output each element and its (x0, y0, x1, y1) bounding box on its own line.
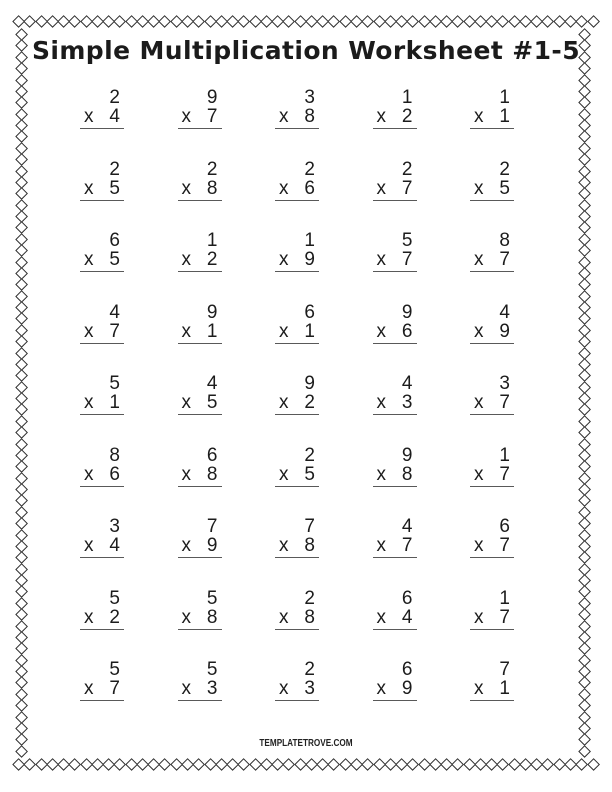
multiplier-row (80, 536, 124, 558)
multiply-operator: x (279, 606, 289, 628)
problem (178, 231, 222, 271)
multiplier-row (373, 608, 417, 630)
multiplicand: 6 (109, 230, 120, 251)
multiplier-row (470, 179, 514, 201)
multiplier: 7 (206, 106, 218, 127)
multiplier: 4 (109, 106, 120, 127)
multiplicand: 9 (401, 301, 413, 323)
multiplier-row (80, 393, 124, 415)
multiplicand: 1 (499, 587, 510, 609)
multiplier: 7 (401, 177, 413, 199)
multiplier-row (178, 107, 222, 129)
multiply-operator: x (474, 320, 484, 342)
multiplicand: 5 (109, 659, 120, 680)
multiply-operator: x (376, 320, 386, 342)
multiplier-row (178, 679, 222, 701)
multiply-operator: x (376, 606, 386, 628)
multiplicand: 2 (109, 87, 120, 108)
problem (275, 88, 319, 128)
multiplier: 1 (499, 678, 510, 699)
problem (178, 374, 222, 414)
multiplier: 1 (499, 106, 510, 127)
multiplier: 9 (499, 320, 510, 342)
multiply-operator: x (376, 535, 386, 556)
multiplicand: 9 (304, 373, 315, 394)
diamond-icon (578, 745, 591, 758)
problem (178, 446, 222, 486)
multiplier: 6 (304, 177, 315, 199)
multiplier: 1 (304, 320, 315, 342)
multiplicand: 3 (109, 516, 120, 537)
problem (80, 88, 124, 128)
multiply-operator: x (376, 177, 386, 199)
multiplier-row (178, 465, 222, 487)
multiply-operator: x (181, 606, 191, 628)
multiply-operator: x (84, 249, 94, 270)
multiplier: 7 (499, 535, 510, 556)
multiplicand: 7 (499, 659, 510, 680)
problem (275, 589, 319, 629)
multiplier-row (275, 679, 319, 701)
multiplier: 1 (206, 320, 218, 342)
multiplier: 4 (109, 535, 120, 556)
multiply-operator: x (474, 463, 484, 485)
multiplicand: 3 (304, 87, 315, 108)
multiplier-row (470, 679, 514, 701)
multiplier: 7 (401, 535, 413, 556)
multiplier: 4 (401, 606, 413, 628)
multiplier-row (470, 465, 514, 487)
problem (80, 160, 124, 200)
multiply-operator: x (474, 392, 484, 413)
multiplier: 8 (304, 606, 315, 628)
multiplier: 7 (499, 606, 510, 628)
problem (80, 517, 124, 557)
problem (373, 660, 417, 700)
problem (373, 303, 417, 343)
multiplier: 5 (499, 177, 510, 199)
multiplicand: 2 (401, 158, 413, 180)
multiplier-row (178, 250, 222, 272)
multiplicand: 6 (304, 301, 315, 323)
multiplier-row (373, 179, 417, 201)
multiplicand: 6 (401, 587, 413, 609)
multiplier-row (275, 465, 319, 487)
problem (470, 303, 514, 343)
multiplicand: 4 (206, 373, 218, 394)
multiplicand: 2 (109, 158, 120, 180)
multiplicand: 7 (304, 516, 315, 537)
problem (470, 374, 514, 414)
multiplier: 8 (401, 463, 413, 485)
problem (470, 231, 514, 271)
multiply-operator: x (84, 392, 94, 413)
multiplier-row (470, 536, 514, 558)
multiply-operator: x (279, 177, 289, 199)
multiplier-row (275, 322, 319, 344)
problem (373, 88, 417, 128)
diamond-icon (15, 745, 28, 758)
multiplier: 7 (499, 392, 510, 413)
diamond-icon (587, 15, 600, 28)
problems-grid (80, 88, 514, 700)
problem (275, 446, 319, 486)
multiplier: 6 (109, 463, 120, 485)
multiplier: 9 (206, 535, 218, 556)
multiply-operator: x (279, 463, 289, 485)
multiplier: 2 (401, 106, 413, 127)
multiply-operator: x (279, 678, 289, 699)
multiply-operator: x (474, 106, 484, 127)
multiply-operator: x (181, 463, 191, 485)
multiply-operator: x (84, 320, 94, 342)
multiply-operator: x (181, 177, 191, 199)
multiplicand: 3 (499, 373, 510, 394)
multiplicand: 2 (304, 659, 315, 680)
multiplier-row (470, 393, 514, 415)
multiplicand: 4 (499, 301, 510, 323)
multiplier-row (178, 608, 222, 630)
multiplier-row (470, 107, 514, 129)
multiply-operator: x (181, 320, 191, 342)
problem (80, 446, 124, 486)
problem (373, 374, 417, 414)
problem (178, 303, 222, 343)
multiplier: 7 (109, 320, 120, 342)
problem (373, 589, 417, 629)
multiplier-row (275, 536, 319, 558)
multiplicand: 2 (206, 158, 218, 180)
problem (80, 374, 124, 414)
multiplier-row (275, 107, 319, 129)
problem (275, 303, 319, 343)
multiplier-row (80, 465, 124, 487)
multiplicand: 6 (206, 444, 218, 466)
multiplier-row (470, 608, 514, 630)
multiplier-row (373, 250, 417, 272)
multiply-operator: x (181, 678, 191, 699)
multiplier-row (470, 322, 514, 344)
multiplier-row (470, 250, 514, 272)
multiplier-row (373, 107, 417, 129)
multiplicand: 6 (499, 516, 510, 537)
multiplier: 8 (304, 106, 315, 127)
multiply-operator: x (181, 106, 191, 127)
multiplier-row (80, 250, 124, 272)
multiply-operator: x (474, 606, 484, 628)
multiply-operator: x (84, 606, 94, 628)
multiply-operator: x (181, 535, 191, 556)
multiply-operator: x (474, 535, 484, 556)
multiply-operator: x (376, 106, 386, 127)
multiplier: 8 (206, 177, 218, 199)
multiplier: 8 (304, 535, 315, 556)
multiplier-row (373, 322, 417, 344)
multiplicand: 2 (304, 444, 315, 466)
multiplicand: 8 (499, 230, 510, 251)
problem (80, 303, 124, 343)
problem (470, 446, 514, 486)
multiplicand: 4 (109, 301, 120, 323)
problem (178, 160, 222, 200)
problem (373, 160, 417, 200)
multiply-operator: x (279, 392, 289, 413)
footer-brand: TEMPLATETROVE.COM (259, 737, 353, 749)
diamond-border-left (15, 30, 28, 756)
multiply-operator: x (279, 320, 289, 342)
problem (373, 517, 417, 557)
multiplicand: 5 (206, 587, 218, 609)
multiplier-row (373, 465, 417, 487)
multiplicand: 1 (304, 230, 315, 251)
multiply-operator: x (279, 106, 289, 127)
multiplier: 7 (499, 463, 510, 485)
multiply-operator: x (84, 535, 94, 556)
problem (275, 231, 319, 271)
problem (178, 660, 222, 700)
multiplicand: 1 (499, 444, 510, 466)
problem (80, 231, 124, 271)
problem (470, 660, 514, 700)
problem (275, 160, 319, 200)
multiplicand: 4 (401, 516, 413, 537)
multiply-operator: x (474, 249, 484, 270)
multiplier-row (275, 179, 319, 201)
multiplicand: 5 (109, 587, 120, 609)
problem (275, 517, 319, 557)
multiply-operator: x (84, 106, 94, 127)
multiplier-row (275, 608, 319, 630)
multiplier: 5 (109, 177, 120, 199)
problem (470, 160, 514, 200)
multiplier: 6 (401, 320, 413, 342)
multiplier: 1 (109, 392, 120, 413)
multiply-operator: x (376, 678, 386, 699)
multiply-operator: x (474, 177, 484, 199)
diamond-border-bottom (14, 758, 598, 771)
multiplier-row (80, 608, 124, 630)
multiply-operator: x (474, 678, 484, 699)
multiplicand: 1 (206, 230, 218, 251)
multiplicand: 2 (499, 158, 510, 180)
problem (470, 589, 514, 629)
multiplicand: 6 (401, 659, 413, 680)
multiply-operator: x (279, 249, 289, 270)
multiplicand: 5 (401, 230, 413, 251)
multiplicand: 1 (499, 87, 510, 108)
multiplicand: 2 (304, 158, 315, 180)
multiplier: 3 (206, 678, 218, 699)
problem (275, 374, 319, 414)
multiplier: 7 (109, 678, 120, 699)
multiply-operator: x (279, 535, 289, 556)
multiplier: 7 (499, 249, 510, 270)
multiplier: 5 (304, 463, 315, 485)
problem (80, 589, 124, 629)
multiply-operator: x (84, 678, 94, 699)
multiplier: 9 (304, 249, 315, 270)
problem (178, 88, 222, 128)
multiplier-row (80, 107, 124, 129)
multiplicand: 8 (109, 444, 120, 466)
multiplier: 7 (401, 249, 413, 270)
multiplier-row (275, 393, 319, 415)
multiplier-row (178, 179, 222, 201)
multiplicand: 4 (401, 373, 413, 394)
multiplicand: 7 (206, 516, 218, 537)
multiply-operator: x (181, 249, 191, 270)
multiplicand: 9 (401, 444, 413, 466)
problem (373, 446, 417, 486)
multiplier-row (275, 250, 319, 272)
diamond-icon (587, 758, 600, 771)
multiply-operator: x (376, 392, 386, 413)
multiply-operator: x (376, 463, 386, 485)
multiplier: 2 (304, 392, 315, 413)
multiply-operator: x (84, 177, 94, 199)
multiplicand: 5 (109, 373, 120, 394)
diamond-border-top (14, 15, 598, 28)
multiplicand: 5 (206, 659, 218, 680)
multiplicand: 1 (401, 87, 413, 108)
problem (178, 589, 222, 629)
multiplicand: 2 (304, 587, 315, 609)
multiplier: 5 (109, 249, 120, 270)
multiply-operator: x (181, 392, 191, 413)
worksheet-title: Simple Multiplication Worksheet #1-5 (31, 36, 580, 65)
multiplier-row (373, 679, 417, 701)
problem (275, 660, 319, 700)
multiplier: 5 (206, 392, 218, 413)
multiplier: 2 (206, 249, 218, 270)
multiplier-row (80, 179, 124, 201)
multiplier-row (178, 536, 222, 558)
problem (470, 517, 514, 557)
multiplier: 8 (206, 606, 218, 628)
multiplier: 9 (401, 678, 413, 699)
problem (373, 231, 417, 271)
multiplier: 8 (206, 463, 218, 485)
multiplier-row (373, 536, 417, 558)
diamond-border-right (578, 30, 591, 756)
multiplier-row (80, 322, 124, 344)
multiplicand: 9 (206, 87, 218, 108)
multiplier-row (80, 679, 124, 701)
multiplicand: 9 (206, 301, 218, 323)
multiply-operator: x (84, 463, 94, 485)
multiplier: 3 (401, 392, 413, 413)
problem (470, 88, 514, 128)
multiplier: 3 (304, 678, 315, 699)
multiplier-row (178, 322, 222, 344)
problem (178, 517, 222, 557)
multiplier-row (178, 393, 222, 415)
multiplier: 2 (109, 606, 120, 628)
multiplier-row (373, 393, 417, 415)
problem (80, 660, 124, 700)
multiply-operator: x (376, 249, 386, 270)
